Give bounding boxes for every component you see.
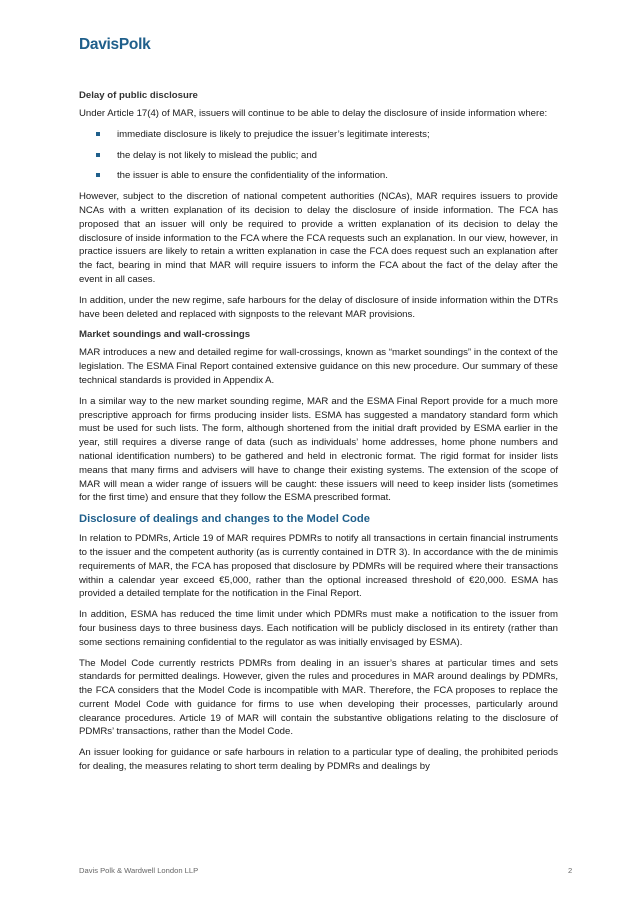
- paragraph: MAR introduces a new and detailed regime for wall-crossings, known as “market soundings” in the context of the legislation. The ESMA Final Report contained extensive guidance on this new procedure. Our summary of these technical standards is provided in Appendix A.: [79, 347, 558, 386]
- page-number: 2: [568, 866, 573, 875]
- heading-disclosure-of-dealings: Disclosure of dealings and changes to the Model Code: [79, 513, 370, 526]
- paragraph: In a similar way to the new market sounding regime, MAR and the ESMA Final Report provide for a much more prescriptive approach for firms producing insider lists. ESMA has suggested a mandatory standard form which must be used for such lists. The form, although shortened from the initial draft provided by ESMA earlier in the year, still requires a diverse range of data (such as individuals’ home addresses, home phone numbers and national identification numbers) to be gathered and held in electronic format. The rigid format for insider lists means that many firms and advisers will have to change their existing systems. The extension of the scope of MAR will mean a wider range of issuers will be caught: these issuers will need to keep insider lists (sometimes for the first time) and ensure that they follow the ESMA prescribed format.: [79, 395, 558, 504]
- paragraph: Under Article 17(4) of MAR, issuers will continue to be able to delay the disclosure of inside information where:: [79, 108, 548, 119]
- footer-firm-name: Davis Polk & Wardwell London LLP: [79, 866, 199, 875]
- heading-market-soundings: Market soundings and wall-crossings: [79, 329, 251, 341]
- square-bullet-icon: [96, 132, 100, 136]
- page-content: [79, 89, 558, 781]
- square-bullet-icon: [96, 153, 100, 157]
- paragraph: However, subject to the discretion of national competent authorities (NCAs), MAR requires issuers to provide NCAs with a written explanation of its decision to delay the disclosure of inside information. The FCA has proposed that an issuer will only be required to provide a written explanation of its decision to delay the disclosure of inside information to the FCA where the FCA requests such an explanation. In our view, however, in practice issuers are likely to retain a written explanation in case the FCA does request such an explanation after the fact, bearing in mind that MAR will require issuers to inform the FCA about the fact of the delay after the event in all cases.: [79, 191, 558, 285]
- paragraph: In addition, ESMA has reduced the time limit under which PDMRs must make a notification to the issuer from four business days to three business days. Each notification will be publicly disclosed in its entirety (rather than some sections remaining confidential to the regulator as was initially envisaged by ESMA).: [79, 609, 558, 648]
- paragraph: An issuer looking for guidance or safe harbours in relation to a particular type of dealing, the prohibited periods for dealing, the measures relating to short term dealing by PDMRs and dealings by: [79, 747, 558, 773]
- bullet-list: [79, 128, 558, 183]
- square-bullet-icon: [96, 173, 100, 177]
- davis-polk-logo: DavisPolk: [79, 36, 151, 53]
- list-item: the delay is not likely to mislead the public; and: [79, 149, 558, 163]
- list-item: the issuer is able to ensure the confidentiality of the information.: [79, 169, 558, 183]
- paragraph: In addition, under the new regime, safe harbours for the delay of disclosure of inside information within the DTRs have been deleted and replaced with signposts to the relevant MAR provisions.: [79, 294, 558, 320]
- list-item: immediate disclosure is likely to prejudice the issuer’s legitimate interests;: [79, 128, 558, 142]
- paragraph: The Model Code currently restricts PDMRs from dealing in an issuer’s shares at particular times and sets standards for permitted dealings. However, given the rules and procedures in MAR around dealings by PDMRs, the FCA considers that the Model Code is incompatible with MAR. Therefore, the FCA proposes to replace the current Model Code with guidance for firms to use when developing their processes, particularly around clearance procedures. Article 19 of MAR will contain the substantive obligations relating to the disclosure of PDMRs’ transactions, rather than the Model Code.: [79, 657, 558, 738]
- paragraph: In relation to PDMRs, Article 19 of MAR requires PDMRs to notify all transactions in certain financial instruments to the issuer and the competent authority (as is currently contained in DTR 3). In accordance with the de minimis requirements of MAR, the FCA has proposed that disclosure by PDMRs will be required where their transactions within a calendar year exceed €5,000, rather than the optional increased threshold of €20,000. ESMA has provided a detailed template for the notification in the Final Report.: [79, 533, 558, 600]
- heading-delay-of-disclosure: Delay of public disclosure: [79, 90, 198, 101]
